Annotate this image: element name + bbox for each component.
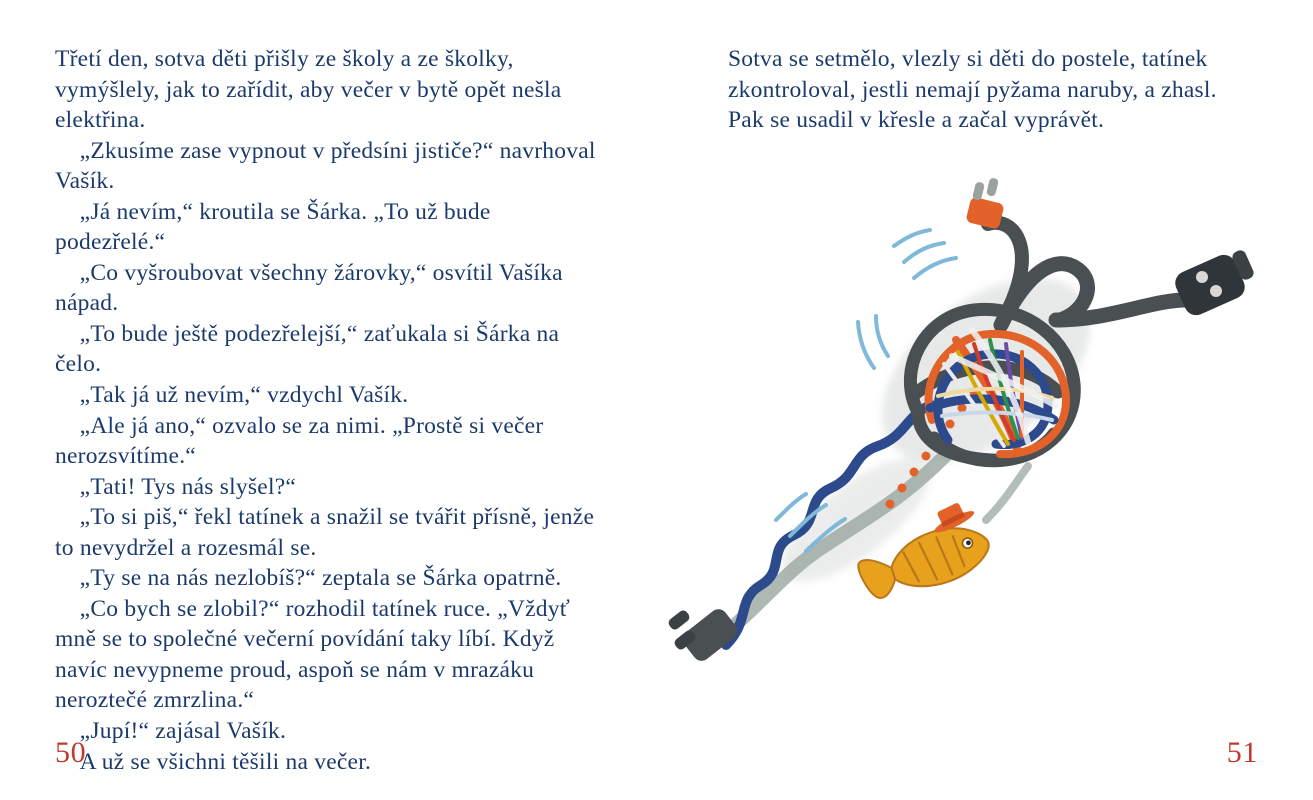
paragraph: „To si piš,“ řekl tatínek a snažil se tvářit přísně, jenže to nevydržel a rozesmál se. xyxy=(55,504,595,561)
page-number-left: 50 xyxy=(55,736,87,769)
paragraph: „Ale já ano,“ ozvalo se za nimi. „Prostě si večer nerozsvítíme.“ xyxy=(55,412,544,470)
paragraph: „Jupí!“ zajásal Vašík. xyxy=(79,718,287,745)
left-page xyxy=(0,0,656,800)
paragraph: „Zkusíme zase vypnout v předsíni jističe?“ navrhoval Vašík. xyxy=(55,137,596,195)
paragraph: „Ty se na nás nezlobíš?“ zeptala se Šárka opatrně. xyxy=(79,565,562,592)
left-page-body xyxy=(55,44,596,777)
paragraph: „Tak já už nevím,“ vzdychl Vašík. xyxy=(79,382,409,409)
plug-right xyxy=(1171,248,1255,319)
page-number-right: 51 xyxy=(1226,736,1258,769)
paragraph: Sotva se setmělo, vlezly si děti do postele, tatínek zkontroloval, jestli nemají pyžama naruby, a zhasl. Pak se usadil v křesle a začal vyprávět. xyxy=(728,46,1217,134)
paragraph: Třetí den, sotva děti přišly ze školy a ze školky, vymýšlely, jak to zařídit, aby večer v bytě opět nešla elektřina. xyxy=(55,46,562,134)
paragraph: „Co bych se zlobil?“ rozhodil tatínek ruce. „Vždyť mně se to společné večerní povídání taky líbí. Když navíc nevypneme proud, aspoň se nám v mrazáku neroztečé zmrzlina.“ xyxy=(55,595,570,714)
plug-orange-top xyxy=(965,177,1004,229)
right-page xyxy=(656,0,1313,800)
right-page-body xyxy=(728,44,1258,136)
fish-illustration xyxy=(848,496,996,607)
paragraph: „Co vyšroubovat všechny žárovky,“ osvítil Vašíka nápad. xyxy=(55,259,563,317)
paragraph: „To bude ještě podezřelejší,“ zaťukala si Šárka na čelo. xyxy=(55,320,560,378)
cable-tangle xyxy=(910,309,1074,460)
paragraph: „Já nevím,“ kroutila se Šárka. „To už bude podezřelé.“ xyxy=(55,198,491,256)
plug-lower-left xyxy=(667,606,741,665)
paragraph: „Tati! Tys nás slyšel?“ xyxy=(79,473,297,500)
paragraph: A už se všichni těšili na večer. xyxy=(79,748,372,775)
